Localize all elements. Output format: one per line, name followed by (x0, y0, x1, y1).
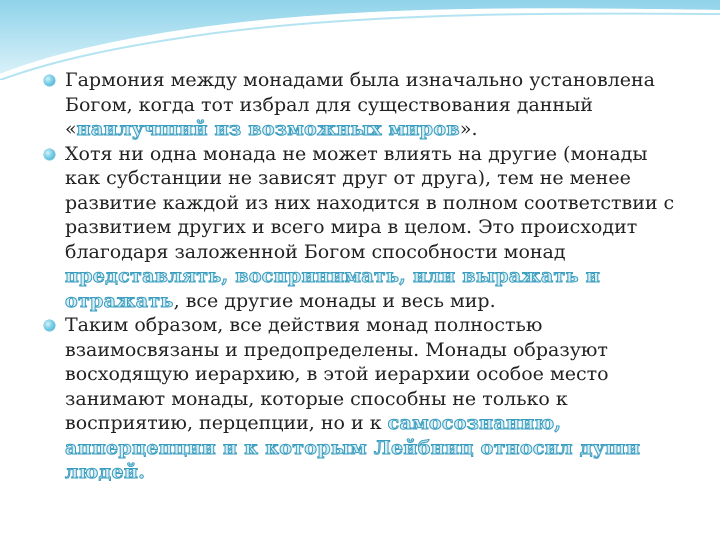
bullet-text: , все другие монады и весь мир. (173, 289, 496, 312)
emphasized-text: самосознанию, апперцепции и к которым Лейбниц относил души людей. (65, 412, 641, 483)
bullet-dot-icon (44, 149, 55, 160)
bullet-dot-icon (44, 320, 55, 331)
bullet-item (44, 313, 684, 485)
bullet-text: ». (459, 118, 478, 140)
emphasized-text: наилучший из возможных миров (76, 118, 460, 140)
bullet-item (44, 142, 684, 314)
bullet-list (44, 68, 684, 485)
bullet-text: Гармония между монадами была изначально установлена Богом, когда тот избрал для существования данный « (65, 69, 656, 140)
bullet-text: Таким образом, все действия монад полностью взаимосвязаны и предопределены. Монады образуют восходящую иерархию, в этой иерархии особое место занимают монады, которые способны не только к восприятию, перцепции, но и к (65, 314, 609, 434)
bullet-text: Хотя ни одна монада не может влиять на другие (монады как субстанции не зависят друг от друга), тем не менее развитие каждой из них находится в полном соответствии с развитием других и всего мира в целом. Это происходит благодаря заложенной Богом способности монад (65, 142, 675, 263)
bullet-item (44, 68, 684, 142)
bullet-dot-icon (44, 75, 55, 86)
emphasized-text: представлять, воспринимать, или выражать и отражать (65, 265, 601, 312)
